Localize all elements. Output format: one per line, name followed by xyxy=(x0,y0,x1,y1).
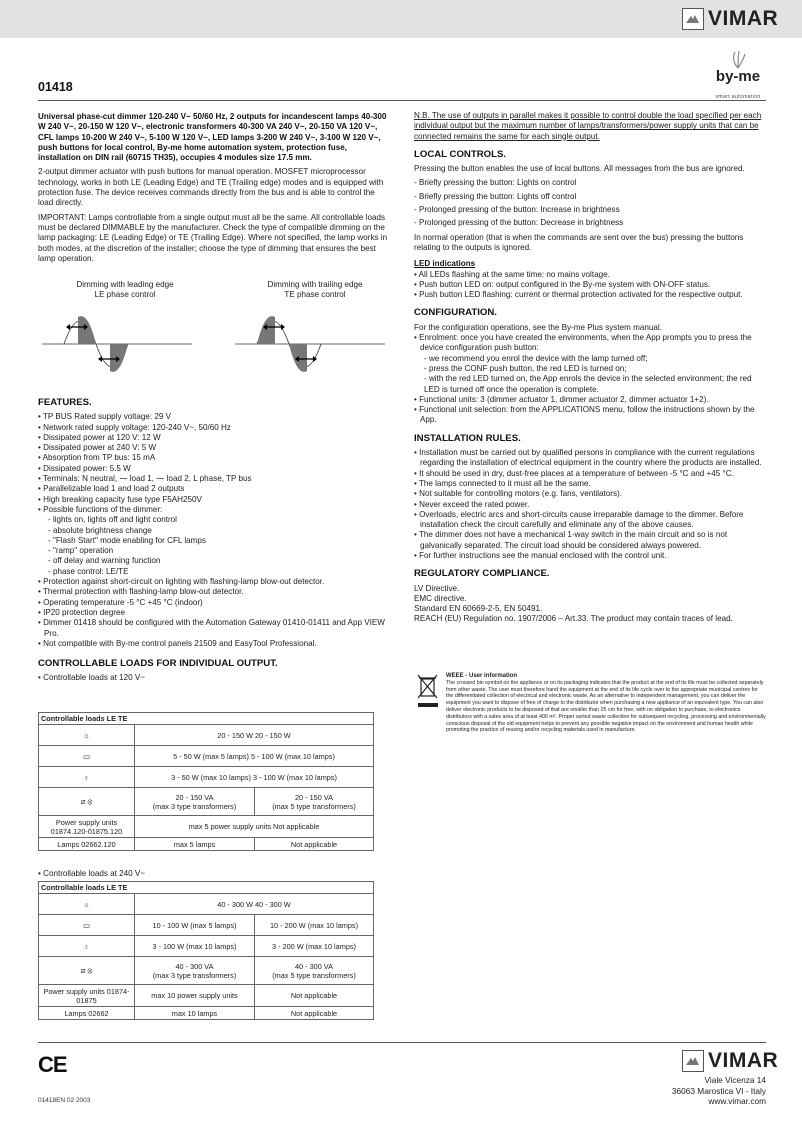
caption-240-wrap xyxy=(38,869,390,879)
nb-note: N.B. The use of outputs in parallel makes it possible to control double the load specified per each individual output but the maximum number of lamps/transformers/power supply units that can be connected remains the same for each single output. xyxy=(414,111,762,141)
reg-line: EMC directive. xyxy=(414,593,467,603)
footer-divider xyxy=(38,1042,766,1043)
install-item: • It should be used in dry, dust-free places at a temperature of between -5 °C and +45 °C. xyxy=(414,469,766,479)
feature-functions: • Possible functions of the dimmer: xyxy=(38,505,390,515)
install-item: • Installation must be carried out by qualified persons in compliance with the current regulations regarding the installation of electrical equipment in the country where the products are installed. xyxy=(414,448,766,469)
weee-info: WEEE - User information The crossed bin symbol on the appliance or on its packaging indicates that the product at the end of its life must be collected separately from other waste. The user must therefore hand the equipment at the end of its life cycle over to the appropriate municipal centres for the differentiated collection of electrical and electronic waste. As an alternative to independent management, you can deliver the equipment you want to dispose of free of charge to the distributor when purchasing a new appliance of an equivalent type. You can also deliver electronic products to be disposed of that are smaller than 25 cm for free, with no obligation to purchase, to electronics distributors with a sales area of at least 400 m². Proper sorted waste collection for subsequent recycling, processing and environmentally conscious disposal of the old equipment helps to prevent any possible negative impact on the environment and human health while promoting the practice of reusing and/or recycling materials used in manufacture. xyxy=(446,673,766,734)
table-header: Controllable loads LE TE xyxy=(39,713,374,725)
address: Viale Vicenza 14 36063 Marostica VI - Italy www.vimar.com xyxy=(671,1075,766,1106)
byme-logo: by-me smart automation xyxy=(704,50,772,95)
function-item: - off delay and warning function xyxy=(48,556,161,566)
table-caption-120: • Controllable loads at 120 V~ xyxy=(38,673,390,683)
important-paragraph: IMPORTANT: Lamps controllable from a single output must all be the same. All controllable loads must be declared DIMMABLE by the manufacturer. Check the type of compatible dimming on the lamp packaging: LE (Leading Edge) or TE (Trailing Edge). Where not specified, the lamp works in both modes, at the discretion of the installer; choose the type of dimming that ensures the best lamp operation. xyxy=(38,212,388,263)
feature-item: • Dissipated power at 240 V: 5 W xyxy=(38,443,390,453)
vimar-logo-bottom: VIMAR xyxy=(682,1049,778,1073)
conf-item: • Functional units: 3 (dimmer actuator 1, dimmer actuator 2, dimmer actuator 1+2). xyxy=(414,395,766,405)
install-item: • The lamps connected to it must all be the same. xyxy=(414,479,766,489)
byme-logo-icon xyxy=(723,50,753,70)
regulatory-heading: REGULATORY COMPLIANCE. xyxy=(414,568,550,580)
install-item: • The dimmer does not have a mechanical 1-way switch in the main circuit and so is not galvanically separated. The circuit load should be considered always powered. xyxy=(414,530,766,551)
product-code: 01418 xyxy=(38,80,73,94)
right-column xyxy=(414,111,766,625)
install-item: • Not suitable for controlling motors (e.g. fans, ventilators). xyxy=(414,489,766,499)
function-item: - phase control: LE/TE xyxy=(48,566,129,576)
ce-mark: CE xyxy=(38,1052,67,1077)
doc-code: 01418EN 02 2003 xyxy=(38,1097,91,1104)
reg-line: LV Directive. xyxy=(414,583,460,593)
function-item: - "Flash Start" mode enabling for CFL lamps xyxy=(48,535,206,545)
transformer-icon: ⧄ ⊗ xyxy=(39,788,135,816)
crossed-bin-icon xyxy=(416,673,440,709)
feature-item: • TP BUS Rated supply voltage: 29 V xyxy=(38,412,390,422)
feature-item: • Dimmer 01418 should be configured with the Automation Gateway 01410-01411 and App VIEW Pro. xyxy=(38,618,390,639)
features-section xyxy=(38,390,390,684)
feature-item: • Network rated supply voltage: 120-240 V~, 50/60 Hz xyxy=(38,423,390,433)
led-icon: ♁ xyxy=(39,936,135,957)
cfl-icon: ▭ xyxy=(39,915,135,936)
feature-terminals: • Terminals: N neutral, ⁓ load 1, ⁓ load 2, L phase, TP bus xyxy=(38,474,390,484)
led-heading: LED indications xyxy=(414,259,476,269)
conf-item: • Enrolment: once you have created the environments, when the App prompts you to press the device configuration push button: xyxy=(414,333,766,354)
install-item: • Never exceed the rated power. xyxy=(414,500,766,510)
conf-sub-item: - press the CONF push button, the red LED is turned on; xyxy=(424,363,627,373)
configuration-heading: CONFIGURATION. xyxy=(414,307,497,319)
reg-line: Standard EN 60669-2-5, EN 50491. xyxy=(414,604,543,614)
incandescent-icon: ☼ xyxy=(39,894,135,915)
intro-paragraph: 2-output dimmer actuator with push buttons for manual operation. MOSFET microprocessor technology, works in both LE (Leading Edge) and TE (Trailing edge) modes and is equipped with protection fuse. The device receives commands directly from the bus and is able to control the load directly. xyxy=(38,167,384,208)
feature-item: • Dissipated power: 5.5 W xyxy=(38,464,390,474)
reg-line: REACH (EU) Regulation no. 1907/2006 – Art.33. The product may contain traces of lead. xyxy=(414,614,733,624)
le-phase-diagram xyxy=(42,303,192,387)
feature-item: • Not compatible with By-me control panels 21509 and EasyTool Professional. xyxy=(38,639,390,649)
vimar-logo-icon xyxy=(682,1050,704,1072)
led-item: • Push button LED on: output configured in the By-me system with ON-OFF status. xyxy=(414,280,766,290)
local-item: - Prolonged pressing of the button: Increase in brightness xyxy=(414,205,620,215)
function-item: - lights on, lights off and light control xyxy=(48,515,177,525)
feature-fuse: • High breaking capacity fuse type F5AH250V xyxy=(38,495,390,505)
le-diagram-label: Dimming with leading edge LE phase control xyxy=(76,280,174,300)
local-controls-note: In normal operation (that is when the commands are sent over the bus) pressing the buttons relating to the outputs is ignored. xyxy=(414,232,744,252)
vimar-logo-top: VIMAR xyxy=(682,7,778,31)
incandescent-icon: ☼ xyxy=(39,725,135,746)
feature-parallel: • Parallelizable load 1 and load 2 outputs xyxy=(38,484,390,494)
configuration-text: For the configuration operations, see the By-me Plus system manual. xyxy=(414,322,662,332)
loads-table-120: Controllable loads LE TE ☼ 20 - 150 W 20 - 150 W ▭ 5 - 50 W (max 5 lamps) 5 - 100 W (max 10 lamps) ♁ 3 - 50 W (max 10 lamps) 3 - 100 W (max 10 lamps) ⧄ ⊗ 20 - 150 VA (max 3 type transformers) 20 - 150 VA (max 5 type transformers) Power supply units 01874.120-01875.120 max 5 power supply units Not applicable Lamps 02662.120 max 5 lamps Not applicable xyxy=(38,712,374,851)
feature-item: • Thermal protection with flashing-lamp blow-out detector. xyxy=(38,587,390,597)
function-item: - "ramp" operation xyxy=(48,546,114,556)
local-item: - Prolonged pressing of the button: Decrease in brightness xyxy=(414,218,624,228)
intro-title: Universal phase-cut dimmer 120-240 V~ 50/60 Hz, 2 outputs for incandescent lamps 40-300 W 240 V~, 20-150 W 120 V~, electronic transformers 40-300 VA 240 V~, 20-150 VA 120 V~, CFL lamps 10-200 W 240 V~, 5-100 W 120 V~, LED lamps 3-200 W 240 V~, 3-100 W 120 V~, push buttons for local control, By-me home automation system, protection fuse, installation on DIN rail (60715 TH35), occupies 4 modules size 17.5 mm. xyxy=(38,112,387,163)
conf-sub-item: - we recommend you enrol the device with the lamp turned off; xyxy=(424,353,648,363)
left-column xyxy=(38,112,390,268)
cfl-icon: ▭ xyxy=(39,746,135,767)
feature-item: • Operating temperature -5 °C +45 °C (indoor) xyxy=(38,598,390,608)
table-header: Controllable loads LE TE xyxy=(39,882,374,894)
loads-table-240: Controllable loads LE TE ☼ 40 - 300 W 40 - 300 W ▭ 10 - 100 W (max 5 lamps) 10 - 200 W (max 10 lamps) ♁ 3 - 100 W (max 10 lamps) 3 - 200 W (max 10 lamps) ⧄ ⊗ 40 - 300 VA (max 3 type transformers) 40 - 300 VA (max 5 type transformers) Power supply units 01874-01875 max 10 power supply units Not applicable Lamps 02662 max 10 lamps Not applicable xyxy=(38,881,374,1020)
loads-heading: CONTROLLABLE LOADS FOR INDIVIDUAL OUTPUT. xyxy=(38,658,278,670)
installation-heading: INSTALLATION RULES. xyxy=(414,432,521,444)
local-item: - Briefly pressing the button: Lights on control xyxy=(414,178,577,188)
te-diagram-label: Dimming with trailing edge TE phase control xyxy=(267,280,363,300)
website-link[interactable]: www.vimar.com xyxy=(708,1096,766,1106)
led-item: • Push button LED flashing: current or thermal protection activated for the respective output. xyxy=(414,290,766,300)
feature-item: • Protection against short-circuit on lighting with flashing-lamp blow-out detector. xyxy=(38,577,390,587)
led-item: • All LEDs flashing at the same time: no mains voltage. xyxy=(414,270,766,280)
function-item: - absolute brightness change xyxy=(48,525,152,535)
feature-item: • IP20 protection degree xyxy=(38,608,390,618)
te-phase-diagram xyxy=(235,303,385,387)
vimar-logo-icon xyxy=(682,8,704,30)
header-divider xyxy=(38,100,766,101)
transformer-icon: ⧄ ⊗ xyxy=(39,957,135,985)
conf-sub-item: - with the red LED turned on, the App enrols the device in the selected environment; the red LED is turned off once the operation is complete. xyxy=(424,374,752,394)
features-heading: FEATURES. xyxy=(38,397,92,408)
local-item: - Briefly pressing the button: Lights off control xyxy=(414,191,577,201)
local-controls-text: Pressing the button enables the use of local buttons. All messages from the bus are ignored. xyxy=(414,164,745,174)
install-item: • For further instructions see the manual enclosed with the control unit. xyxy=(414,551,766,561)
led-icon: ♁ xyxy=(39,767,135,788)
local-controls-heading: LOCAL CONTROLS. xyxy=(414,148,507,160)
feature-item: • Dissipated power at 120 V: 12 W xyxy=(38,433,390,443)
install-item: • Overloads, electric arcs and short-circuits cause irreparable damage to the dimmer. Before installation check the circuit carefully and eliminate any of the above causes. xyxy=(414,510,766,531)
feature-item: • Absorption from TP bus: 15 mA xyxy=(38,453,390,463)
conf-item: • Functional unit selection: from the APPLICATIONS menu, follow the instructions shown by the App. xyxy=(414,405,766,426)
table-caption-240: • Controllable loads at 240 V~ xyxy=(38,869,390,879)
